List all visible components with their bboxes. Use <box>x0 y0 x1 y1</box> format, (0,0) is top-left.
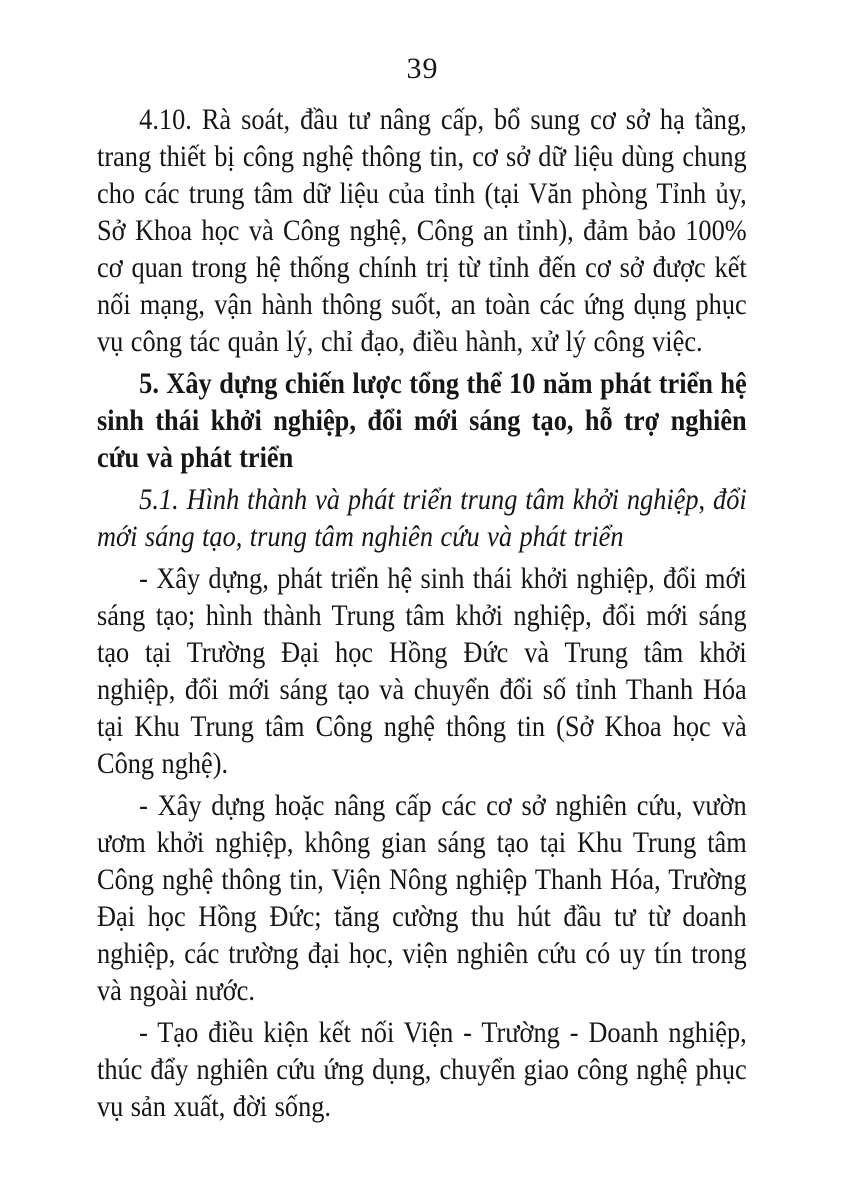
paragraph-4-10-it-infrastructure: 4.10. Rà soát, đầu tư nâng cấp, bổ sung cơ sở hạ tầng, trang thiết bị công nghệ thông tin, cơ sở dữ liệu dùng chung cho các trung tâm dữ liệu của tỉnh (tại Văn phòng Tỉnh ủy, Sở Khoa học và Công nghệ, Công an tỉnh), đảm bảo 100% cơ quan trong hệ thống chính trị từ tỉnh đến cơ sở được kết nối mạng, vận hành thông suốt, an toàn các ứng dụng phục vụ công tác quản lý, chỉ đạo, điều hành, xử lý công việc. <box>97 103 747 358</box>
section-5-heading: 5. Xây dựng chiến lược tổng thể 10 năm phát triển hệ sinh thái khởi nghiệp, đổi mới sáng tạo, hỗ trợ nghiên cứu và phát triển <box>97 367 747 474</box>
bullet-connect-institute-school-business: - Tạo điều kiện kết nối Viện - Trường - Doanh nghiệp, thúc đẩy nghiên cứu ứng dụng, chuyển giao công nghệ phục vụ sản xuất, đời sống. <box>97 1016 747 1123</box>
section-5-1-subheading: 5.1. Hình thành và phát triển trung tâm khởi nghiệp, đổi mới sáng tạo, trung tâm nghiên cứu và phát triển <box>97 483 747 553</box>
document-body <box>97 101 747 1125</box>
bullet-build-startup-ecosystem: - Xây dựng, phát triển hệ sinh thái khởi nghiệp, đổi mới sáng tạo; hình thành Trung tâm khởi nghiệp, đổi mới sáng tạo tại Trường Đại học Hồng Đức và Trung tâm khởi nghiệp, đổi mới sáng tạo và chuyển đổi số tỉnh Thanh Hóa tại Khu Trung tâm Công nghệ thông tin (Sở Khoa học và Công nghệ). <box>97 562 747 780</box>
bullet-upgrade-research-facilities: - Xây dựng hoặc nâng cấp các cơ sở nghiên cứu, vườn ươm khởi nghiệp, không gian sáng tạo tại Khu Trung tâm Công nghệ thông tin, Viện Nông nghiệp Thanh Hóa, Trường Đại học Hồng Đức; tăng cường thu hút đầu tư từ doanh nghiệp, các trường đại học, viện nghiên cứu có uy tín trong và ngoài nước. <box>97 789 747 1007</box>
page-number: 39 <box>406 52 439 85</box>
